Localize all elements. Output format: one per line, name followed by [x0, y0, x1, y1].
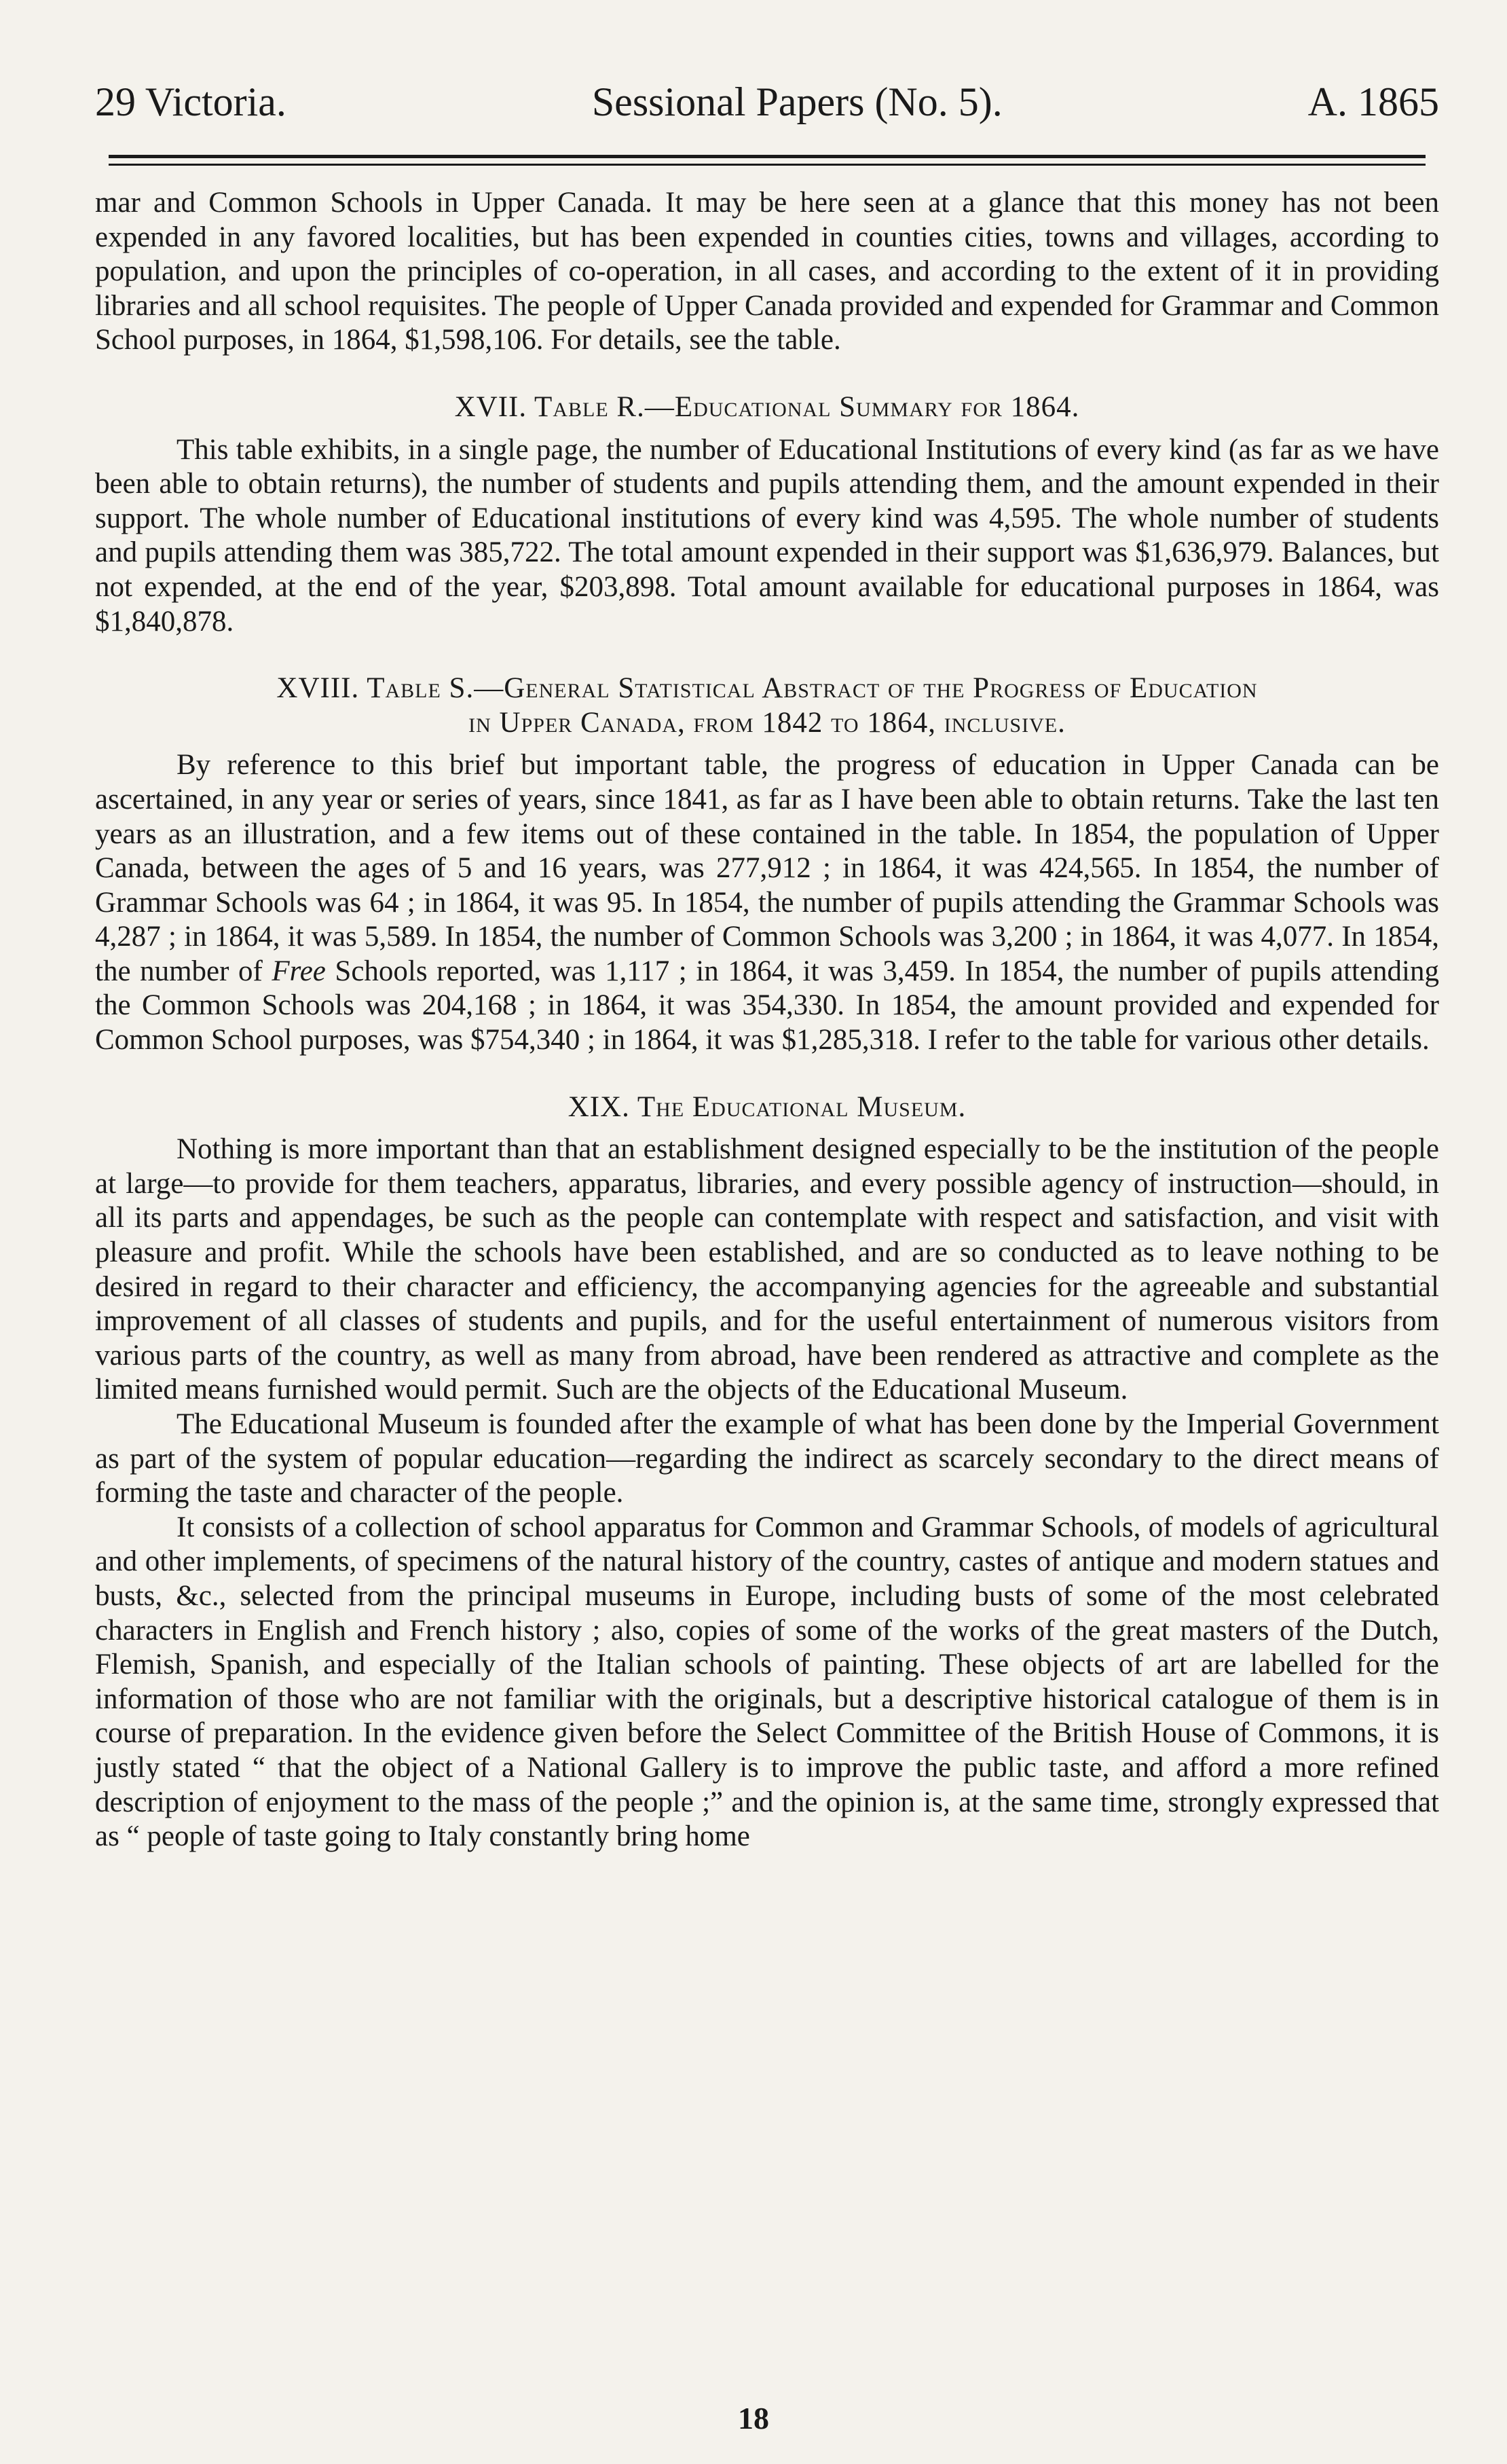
paragraph-museum-2: The Educational Museum is founded after the example of what has been done by the Imperial Government as part of the system of popular education—regarding the indirect as scarcely secondary to the direct means of forming the taste and character of the people. — [95, 1408, 1439, 1509]
body-text — [95, 186, 1439, 1854]
section-heading-xviii-line2: in Upper Canada, from 1842 to 1864, inclusive. — [468, 706, 1066, 739]
paragraph-table-s-part2: Schools reported, was 1,117 ; in 1864, it was 3,459. In 1854, the number of pupils attending the Common Schools was 204,168 ; in 1864, it was 354,330. In 1854, the amount provided and expended for Common School purposes, was $754,340 ; in 1864, it was $1,285,318. I refer to the table for various other details. — [95, 955, 1439, 1056]
header-session: 29 Victoria. — [95, 79, 286, 124]
paragraph-table-s — [95, 748, 1439, 1057]
header-year: A. 1865 — [1307, 79, 1439, 124]
paragraph-table-s-part1: By reference to this brief but important table, the progress of education in Upper Canada can be ascertained, in any year or series of years, since 1841, as far as I have been able to obtain returns. Take the last ten years as an illustration, and a few items out of these contained in the table. In 1854, the population of Upper Canada, between the ages of 5 and 16 years, was 277,912 ; in 1864, it was 424,565. In 1854, the number of Grammar Schools was 64 ; in 1864, it was 95. In 1854, the number of pupils attending the Grammar Schools was 4,287 ; in 1864, it was 5,589. In 1854, the number of Common Schools was 3,200 ; in 1864, it was 4,077. In 1854, the number of — [95, 749, 1439, 987]
page-number: 18 — [738, 2401, 769, 2435]
running-header — [95, 81, 1439, 143]
paragraph-continuation: mar and Common Schools in Upper Canada. It may be here seen at a glance that this money has not been expended in any favored localities, but has been expended in counties cities, towns and villages, according to population, and upon the principles of co-operation, in all cases, and according to the extent of it in providing libraries and all school requisites. The people of Upper Canada provided and expended for Grammar and Common School purposes, in 1864, $1,598,106. For details, see the table. — [95, 187, 1439, 356]
section-heading-xvii: XVII. Table R.—Educational Summary for 1864. — [454, 390, 1080, 423]
section-heading-xviii-line1: XVIII. Table S.—General Statistical Abstract of the Progress of Education — [276, 672, 1258, 705]
header-double-rule — [109, 155, 1426, 166]
section-heading-xix: XIX. The Educational Museum. — [568, 1090, 967, 1123]
section-heading-xviii — [95, 672, 1439, 740]
paragraph-museum-3: It consists of a collection of school apparatus for Common and Grammar Schools, of models of agricultural and other implements, of specimens of the natural history of the country, castes of antique and modern statues and busts, &c., selected from the principal museums in Europe, including busts of some of the most celebrated characters in English and French history ; also, copies of some of the works of the great masters of the Dutch, Flemish, Spanish, and especially of the Italian schools of painting. These objects of art are labelled for the information of those who are not familiar with the originals, but a descriptive historical catalogue of them is in course of preparation. In the evidence given before the Select Committee of the British House of Commons, it is justly stated “ that the object of a National Gallery is to improve the public taste, and afford a more refined description of enjoyment to the mass of the people ;” and the opinion is, at the same time, strongly expressed that as “ people of taste going to Italy constantly bring home — [95, 1511, 1439, 1853]
paragraph-museum-1: Nothing is more important than that an establishment designed especially to be the institution of the people at large—to provide for them teachers, apparatus, libraries, and every possible agency of instruction—should, in all its parts and appendages, be such as the people can contemplate with respect and satisfaction, and visit with pleasure and profit. While the schools have been established, and are so conducted as to leave nothing to be desired in regard to their character and efficiency, the accompanying agencies for the agreeable and substantial improvement of all classes of students and pupils, and for the useful entertainment of numerous visitors from various parts of the country, as well as many from abroad, have been rendered as attractive and complete as the limited means furnished would permit. Such are the objects of the Educational Museum. — [95, 1133, 1439, 1406]
document-page — [95, 81, 1439, 1854]
free-schools-italic: Free — [272, 955, 326, 987]
header-title: Sessional Papers (No. 5). — [591, 79, 1003, 124]
paragraph-table-r: This table exhibits, in a single page, the number of Educational Institutions of every kind (as far as we have been able to obtain returns), the number of students and pupils attending them, and the amount expended in their support. The whole number of Educational institutions of every kind was 4,595. The whole number of students and pupils attending them was 385,722. The total amount expended in their support was $1,636,979. Balances, but not expended, at the end of the year, $203,898. Total amount available for educational purposes in 1864, was $1,840,878. — [95, 433, 1439, 638]
